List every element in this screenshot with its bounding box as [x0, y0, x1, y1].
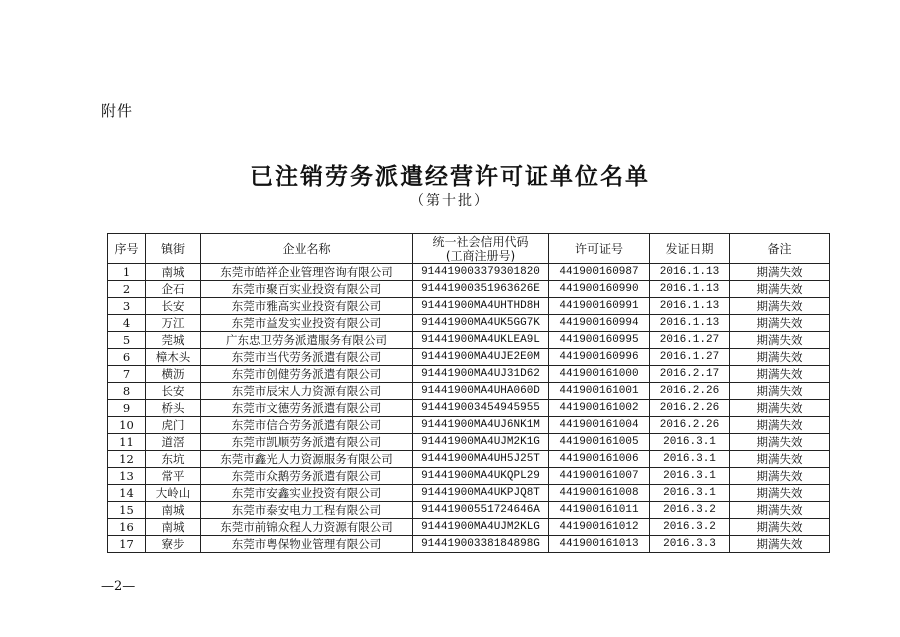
row-issue-date: 2016.2.17: [650, 366, 730, 383]
row-remark: 期满失效: [730, 519, 830, 536]
row-seq: 12: [108, 451, 146, 468]
page-number: —2—: [101, 579, 136, 594]
header-credit-code: [413, 234, 549, 264]
row-company: 东莞市益发实业投资有限公司: [201, 315, 413, 332]
row-credit-code: 91441900351963626E: [413, 281, 549, 298]
row-seq: 16: [108, 519, 146, 536]
row-issue-date: 2016.1.13: [650, 264, 730, 281]
row-issue-date: 2016.3.1: [650, 434, 730, 451]
table-row: [108, 502, 830, 519]
row-remark: 期满失效: [730, 264, 830, 281]
row-issue-date: 2016.3.1: [650, 451, 730, 468]
license-table: [107, 233, 830, 553]
row-company: 东莞市众鹅劳务派遣有限公司: [201, 468, 413, 485]
row-remark: 期满失效: [730, 434, 830, 451]
row-license: 441900161013: [549, 536, 650, 553]
row-seq: 4: [108, 315, 146, 332]
header-remark: 备注: [730, 234, 830, 264]
row-remark: 期满失效: [730, 383, 830, 400]
row-town: 南城: [146, 519, 201, 536]
row-license: 441900161006: [549, 451, 650, 468]
row-town: 大岭山: [146, 485, 201, 502]
document-title: 已注销劳务派遣经营许可证单位名单: [250, 164, 650, 190]
row-issue-date: 2016.2.26: [650, 417, 730, 434]
table-row: [108, 451, 830, 468]
row-license: 441900161005: [549, 434, 650, 451]
row-town: 南城: [146, 502, 201, 519]
row-issue-date: 2016.2.26: [650, 383, 730, 400]
row-remark: 期满失效: [730, 451, 830, 468]
row-credit-code: 91441900MA4UHTHD8H: [413, 298, 549, 315]
row-credit-code: 91441900MA4UJ31D62: [413, 366, 549, 383]
row-remark: 期满失效: [730, 468, 830, 485]
row-company: 东莞市文德劳务派遣有限公司: [201, 400, 413, 417]
row-seq: 14: [108, 485, 146, 502]
row-town: 横沥: [146, 366, 201, 383]
row-seq: 7: [108, 366, 146, 383]
row-company: 东莞市粤保物业管理有限公司: [201, 536, 413, 553]
table-row: [108, 298, 830, 315]
header-issue-date: 发证日期: [650, 234, 730, 264]
row-town: 常平: [146, 468, 201, 485]
row-credit-code: 91441900MA4UH5J25T: [413, 451, 549, 468]
row-company: 东莞市聚百实业投资有限公司: [201, 281, 413, 298]
attachment-label: 附件: [101, 102, 134, 120]
row-company: 东莞市安鑫实业投资有限公司: [201, 485, 413, 502]
row-seq: 17: [108, 536, 146, 553]
header-seq: 序号: [108, 234, 146, 264]
row-company: 东莞市泰安电力工程有限公司: [201, 502, 413, 519]
row-issue-date: 2016.3.1: [650, 468, 730, 485]
header-credit-code-line1: 统一社会信用代码: [432, 234, 529, 249]
row-remark: 期满失效: [730, 417, 830, 434]
row-town: 万江: [146, 315, 201, 332]
row-issue-date: 2016.1.13: [650, 281, 730, 298]
row-credit-code: 91441900MA4UJM2KLG: [413, 519, 549, 536]
row-seq: 2: [108, 281, 146, 298]
row-remark: 期满失效: [730, 485, 830, 502]
row-company: 东莞市凯顺劳务派遣有限公司: [201, 434, 413, 451]
table-row: [108, 264, 830, 281]
table-row: [108, 400, 830, 417]
row-issue-date: 2016.1.27: [650, 332, 730, 349]
row-town: 樟木头: [146, 349, 201, 366]
row-remark: 期满失效: [730, 298, 830, 315]
row-company: 东莞市前锦众程人力资源有限公司: [201, 519, 413, 536]
row-credit-code: 91441900551724646A: [413, 502, 549, 519]
row-credit-code: 91441900MA4UKPJQ8T: [413, 485, 549, 502]
row-town: 企石: [146, 281, 201, 298]
row-issue-date: 2016.1.13: [650, 298, 730, 315]
row-issue-date: 2016.3.2: [650, 519, 730, 536]
table-row: [108, 519, 830, 536]
row-company: 东莞市信合劳务派遣有限公司: [201, 417, 413, 434]
row-credit-code: 91441900MA4UKLEA9L: [413, 332, 549, 349]
row-town: 长安: [146, 383, 201, 400]
row-company: 东莞市雅高实业投资有限公司: [201, 298, 413, 315]
row-license: 441900161011: [549, 502, 650, 519]
table-row: [108, 468, 830, 485]
row-credit-code: 91441900MA4UJ6NK1M: [413, 417, 549, 434]
row-remark: 期满失效: [730, 366, 830, 383]
row-seq: 9: [108, 400, 146, 417]
row-license: 441900161002: [549, 400, 650, 417]
row-seq: 8: [108, 383, 146, 400]
table-row: [108, 485, 830, 502]
row-town: 道滘: [146, 434, 201, 451]
document-subtitle: （第十批）: [410, 193, 490, 209]
row-company: 广东忠卫劳务派遣服务有限公司: [201, 332, 413, 349]
row-issue-date: 2016.2.26: [650, 400, 730, 417]
row-town: 莞城: [146, 332, 201, 349]
table-row: [108, 281, 830, 298]
row-seq: 5: [108, 332, 146, 349]
table-row: [108, 383, 830, 400]
row-issue-date: 2016.3.2: [650, 502, 730, 519]
row-license: 441900161001: [549, 383, 650, 400]
table-header-row: [108, 234, 830, 264]
row-issue-date: 2016.3.1: [650, 485, 730, 502]
row-remark: 期满失效: [730, 332, 830, 349]
table-row: [108, 332, 830, 349]
row-remark: 期满失效: [730, 536, 830, 553]
row-license: 441900161007: [549, 468, 650, 485]
row-company: 东莞市当代劳务派遣有限公司: [201, 349, 413, 366]
header-credit-code-line2: (工商注册号): [445, 248, 516, 263]
row-credit-code: 91441900MA4UKQPL29: [413, 468, 549, 485]
row-credit-code: 91441900MA4UJM2K1G: [413, 434, 549, 451]
table-row: [108, 349, 830, 366]
row-credit-code: 91441900MA4UHA060D: [413, 383, 549, 400]
row-company: 东莞市皓祥企业管理咨询有限公司: [201, 264, 413, 281]
row-town: 东坑: [146, 451, 201, 468]
row-remark: 期满失效: [730, 502, 830, 519]
row-seq: 11: [108, 434, 146, 451]
row-credit-code: 914419003454945955: [413, 400, 549, 417]
row-company: 东莞市辰宋人力资源有限公司: [201, 383, 413, 400]
row-credit-code: 91441900MA4UJE2E0M: [413, 349, 549, 366]
row-town: 寮步: [146, 536, 201, 553]
row-license: 441900160987: [549, 264, 650, 281]
row-license: 441900160994: [549, 315, 650, 332]
row-license: 441900161004: [549, 417, 650, 434]
row-license: 441900161000: [549, 366, 650, 383]
row-company: 东莞市鑫光人力资源服务有限公司: [201, 451, 413, 468]
row-license: 441900160996: [549, 349, 650, 366]
table-row: [108, 434, 830, 451]
row-license: 441900161008: [549, 485, 650, 502]
row-issue-date: 2016.3.3: [650, 536, 730, 553]
row-license: 441900160991: [549, 298, 650, 315]
row-seq: 6: [108, 349, 146, 366]
row-issue-date: 2016.1.27: [650, 349, 730, 366]
row-license: 441900160990: [549, 281, 650, 298]
table-row: [108, 366, 830, 383]
row-seq: 1: [108, 264, 146, 281]
row-credit-code: 91441900MA4UK5GG7K: [413, 315, 549, 332]
row-town: 南城: [146, 264, 201, 281]
table-row: [108, 417, 830, 434]
row-license: 441900161012: [549, 519, 650, 536]
header-town: 镇街: [146, 234, 201, 264]
table-row: [108, 536, 830, 553]
row-town: 虎门: [146, 417, 201, 434]
row-town: 桥头: [146, 400, 201, 417]
row-issue-date: 2016.1.13: [650, 315, 730, 332]
header-company: 企业名称: [201, 234, 413, 264]
row-seq: 15: [108, 502, 146, 519]
row-remark: 期满失效: [730, 400, 830, 417]
header-license: 许可证号: [549, 234, 650, 264]
row-seq: 10: [108, 417, 146, 434]
row-seq: 13: [108, 468, 146, 485]
row-company: 东莞市创健劳务派遣有限公司: [201, 366, 413, 383]
row-town: 长安: [146, 298, 201, 315]
row-remark: 期满失效: [730, 315, 830, 332]
row-license: 441900160995: [549, 332, 650, 349]
table-row: [108, 315, 830, 332]
row-remark: 期满失效: [730, 349, 830, 366]
row-credit-code: 914419003379301820: [413, 264, 549, 281]
row-seq: 3: [108, 298, 146, 315]
row-remark: 期满失效: [730, 281, 830, 298]
row-credit-code: 91441900338184898G: [413, 536, 549, 553]
